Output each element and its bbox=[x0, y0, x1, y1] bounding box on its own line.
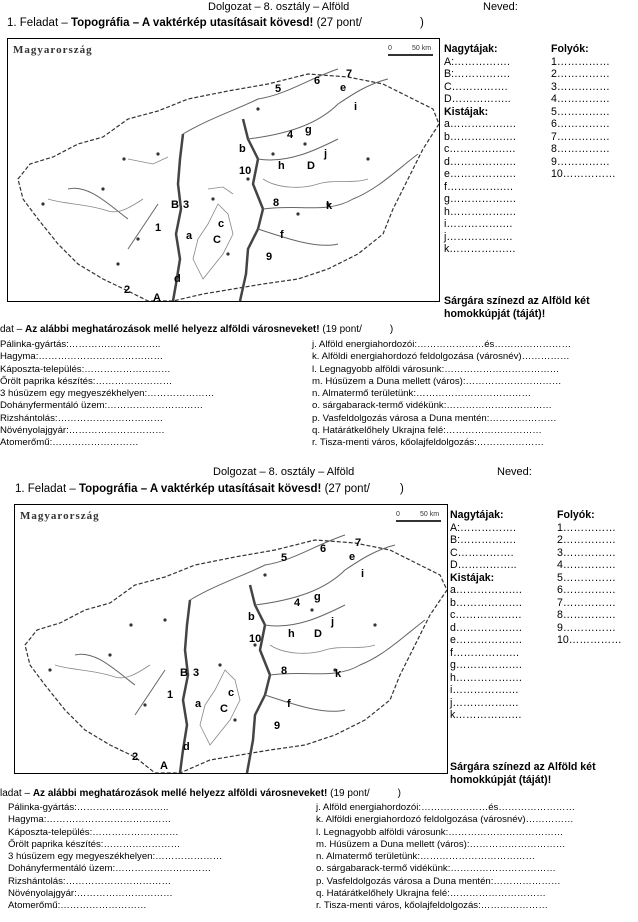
folyo-blank-8[interactable]: 8…………… bbox=[551, 143, 610, 155]
label-h: h bbox=[278, 160, 285, 172]
kistaj-blank-g-2[interactable]: g…………….… bbox=[450, 659, 523, 671]
kistaj-blank-b[interactable]: b…………….… bbox=[444, 130, 517, 143]
label-e-2: e bbox=[349, 551, 356, 563]
nagytaj-blank-C-2[interactable]: C……………. bbox=[450, 546, 514, 559]
def-right-j[interactable]: j. Alföld energiahordozói:…………………és…………………… bbox=[312, 339, 572, 350]
task2-right-column-2 bbox=[316, 802, 575, 913]
label-d-2: d bbox=[183, 741, 190, 753]
def-left-9-2[interactable]: Atomerőmű:……………………… bbox=[8, 900, 147, 912]
def-right-k[interactable]: k. Alföldi energiahordozó feldolgozása (városnév)…………… bbox=[312, 351, 570, 363]
scale-bar-2 bbox=[396, 520, 441, 522]
def-left-3-2[interactable]: Káposzta-település:……………………… bbox=[8, 826, 179, 838]
label-B: B bbox=[171, 199, 179, 211]
task2-left-column bbox=[0, 339, 214, 450]
label-river-6-2: 6 bbox=[320, 543, 327, 555]
yellow-note-line-2: homokkúpját (táját)! bbox=[444, 308, 546, 320]
def-right-p-2[interactable]: p. Vasfeldolgozás városa a Duna mentén:………………… bbox=[316, 875, 561, 887]
def-left-4-2[interactable]: Őrölt paprika készítés:…………………… bbox=[8, 838, 181, 850]
kistaj-blank-k-2[interactable]: k…………….… bbox=[450, 709, 522, 721]
label-b-2: b bbox=[248, 611, 255, 623]
folyo-blank-5[interactable]: 5…………… bbox=[551, 105, 610, 118]
def-left-2[interactable]: Hagyma:………………………………… bbox=[0, 351, 164, 363]
kistaj-blank-e-2[interactable]: e…………….… bbox=[450, 634, 523, 646]
label-river-3-2: 3 bbox=[193, 667, 200, 679]
label-i: i bbox=[354, 101, 358, 113]
def-left-5[interactable]: 3 húsüzem egy megyeszékhelyen:………………… bbox=[0, 388, 215, 400]
header-name-label-2: Neved: bbox=[497, 466, 532, 478]
map-drawing bbox=[8, 39, 439, 301]
label-C: C bbox=[213, 234, 221, 246]
def-right-m-2[interactable]: m. Húsüzem a Duna mellett (város):………………………… bbox=[316, 838, 566, 850]
label-b: b bbox=[239, 143, 246, 155]
kistajak-title: Kistájak: bbox=[444, 105, 489, 118]
def-right-r-2[interactable]: r. Tisza-menti város, kőolajfeldolgozás:………………… bbox=[316, 900, 548, 912]
folyo-blank-9[interactable]: 9…………… bbox=[551, 155, 610, 168]
def-right-l[interactable]: l. Legnagyobb alföldi városunk:……………………………… bbox=[312, 363, 560, 375]
label-k-2: k bbox=[335, 668, 342, 680]
kistaj-blank-h[interactable]: h…………….… bbox=[444, 205, 517, 218]
folyo-blank-7[interactable]: 7…………… bbox=[551, 130, 610, 143]
legend-regions bbox=[444, 43, 516, 256]
def-left-6[interactable]: Dohányfermentáló üzem:………………………… bbox=[0, 400, 204, 412]
kistaj-blank-j-2[interactable]: j…………….… bbox=[450, 696, 519, 709]
scale-zero: 0 bbox=[388, 45, 392, 52]
folyo-blank-6-2[interactable]: 6…………… bbox=[557, 584, 616, 596]
kistaj-blank-h-2[interactable]: h…………….… bbox=[450, 671, 523, 684]
label-river-4-2: 4 bbox=[294, 597, 301, 609]
kistaj-blank-a-2[interactable]: a…………….… bbox=[450, 584, 523, 596]
label-D: D bbox=[307, 160, 315, 172]
kistaj-blank-j[interactable]: j…………….… bbox=[444, 230, 513, 243]
label-D-2: D bbox=[314, 628, 322, 640]
label-j: j bbox=[324, 148, 328, 160]
def-right-o[interactable]: o. sárgabarack-termő vidékünk:…………………………… bbox=[312, 400, 552, 412]
def-right-q-2[interactable]: q. Határátkelőhely Ukrajna felé:………………………… bbox=[316, 888, 546, 900]
kistaj-blank-b-2[interactable]: b…………….… bbox=[450, 596, 523, 609]
yellow-note bbox=[444, 295, 590, 321]
label-river-1: 1 bbox=[155, 222, 162, 234]
folyo-blank-8-2[interactable]: 8…………… bbox=[557, 609, 616, 621]
legend-regions-2 bbox=[450, 509, 522, 722]
nagytajak-title-2: Nagytájak: bbox=[450, 509, 504, 521]
header-name-label: Neved: bbox=[483, 1, 518, 13]
label-C-2: C bbox=[220, 703, 228, 715]
label-h-2: h bbox=[288, 628, 295, 640]
label-A: A bbox=[153, 292, 161, 302]
def-right-n[interactable]: n. Almatermő területünk:……………………………… bbox=[312, 388, 532, 400]
yellow-note-line-1: Sárgára színezd az Alföld két bbox=[444, 295, 590, 307]
folyo-blank-3[interactable]: 3…………… bbox=[551, 80, 610, 93]
legend-rivers-2 bbox=[557, 509, 622, 647]
folyo-blank-4-2[interactable]: 4…………… bbox=[557, 559, 616, 571]
yellow-note-2-line-1: Sárgára színezd az Alföld két bbox=[450, 761, 596, 773]
label-river-10: 10 bbox=[239, 165, 252, 177]
nagytajak-title: Nagytájak: bbox=[444, 43, 498, 55]
label-river-9-2: 9 bbox=[274, 720, 281, 732]
def-left-8-2[interactable]: Növényolajgyár:………………………… bbox=[8, 888, 173, 900]
folyo-blank-1[interactable]: 1…………… bbox=[551, 55, 610, 68]
label-d: d bbox=[174, 273, 181, 285]
label-river-2-2: 2 bbox=[132, 751, 139, 763]
def-left-6-2[interactable]: Dohányfermentáló üzem:………………………… bbox=[8, 863, 212, 875]
label-f-2: f bbox=[287, 698, 291, 710]
kistaj-blank-e[interactable]: e…………….… bbox=[444, 168, 517, 180]
label-i-2: i bbox=[361, 568, 365, 580]
label-B-2: B bbox=[180, 667, 188, 679]
nagytaj-blank-B-2[interactable]: B:……………. bbox=[450, 534, 516, 546]
label-c: c bbox=[218, 218, 225, 230]
kistaj-blank-c[interactable]: c…………….… bbox=[444, 143, 516, 155]
folyo-blank-9-2[interactable]: 9…………… bbox=[557, 621, 616, 634]
folyo-blank-10-2[interactable]: 10…………… bbox=[557, 634, 622, 646]
kistaj-blank-a[interactable]: a…………….… bbox=[444, 118, 517, 130]
nagytaj-blank-D-2[interactable]: D…………….. bbox=[450, 559, 517, 571]
worksheet-copy-2 bbox=[0, 461, 638, 922]
label-river-6: 6 bbox=[314, 75, 321, 87]
label-e: e bbox=[340, 82, 347, 94]
nagytaj-blank-A-2[interactable]: A:……………. bbox=[450, 521, 516, 534]
def-left-7[interactable]: Rizshántolás:…………………………… bbox=[0, 412, 164, 424]
kistaj-blank-d-2[interactable]: d…………….… bbox=[450, 621, 523, 634]
task2-right-column bbox=[312, 339, 571, 450]
folyo-blank-3-2[interactable]: 3…………… bbox=[557, 546, 616, 559]
task2-heading: dat – Az alábbi meghatározások mellé helyezz alföldi városneveket! (19 pont/ ) bbox=[0, 324, 394, 335]
def-left-7-2[interactable]: Rizshántolás:…………………………… bbox=[8, 875, 172, 887]
def-left-5-2[interactable]: 3 húsüzem egy megyeszékhelyen:………………… bbox=[8, 851, 223, 863]
label-g: g bbox=[305, 124, 312, 136]
def-right-q[interactable]: q. Határátkelőhely Ukrajna felé:………………………… bbox=[312, 425, 542, 437]
nagytaj-blank-C[interactable]: C……………. bbox=[444, 80, 508, 93]
task2-heading-2: ladat – Az alábbi meghatározások mellé helyezz alföldi városneveket! (19 pont/ ) bbox=[0, 788, 401, 799]
folyo-blank-7-2[interactable]: 7…………… bbox=[557, 596, 616, 609]
folyo-blank-6[interactable]: 6…………… bbox=[551, 118, 610, 130]
map-title: Magyarország bbox=[13, 44, 93, 56]
def-right-n-2[interactable]: n. Almatermő területünk:……………………………… bbox=[316, 851, 536, 863]
def-left-1[interactable]: Pálinka-gyártás:……………………….. bbox=[0, 339, 161, 350]
folyo-blank-2-2[interactable]: 2…………… bbox=[557, 534, 616, 546]
def-left-1-2[interactable]: Pálinka-gyártás:……………………….. bbox=[8, 802, 169, 813]
nagytaj-blank-D[interactable]: D…………….. bbox=[444, 93, 511, 105]
kistaj-blank-f-2[interactable]: f…………….… bbox=[450, 646, 520, 659]
kistajak-title-2: Kistájak: bbox=[450, 571, 495, 584]
label-river-7-2: 7 bbox=[355, 537, 362, 549]
nagytaj-blank-B[interactable]: B:……………. bbox=[444, 68, 510, 80]
task2-left-column-2 bbox=[8, 802, 222, 913]
def-left-9[interactable]: Atomerőmű:……………………… bbox=[0, 437, 139, 449]
task1-heading-2: 1. Feladat – Topográfia – A vaktérkép utasításait kövesd! (27 pont/ ) bbox=[15, 483, 404, 495]
header-title: Dolgozat – 8. osztály – Alföld bbox=[208, 1, 350, 13]
def-right-m[interactable]: m. Húsüzem a Duna mellett (város):………………………… bbox=[312, 375, 562, 387]
blind-map bbox=[7, 38, 440, 302]
label-river-7: 7 bbox=[346, 68, 353, 80]
label-river-10-2: 10 bbox=[249, 633, 262, 645]
label-k: k bbox=[326, 200, 333, 212]
kistaj-blank-c-2[interactable]: c…………….… bbox=[450, 609, 522, 621]
kistaj-blank-d[interactable]: d…………….… bbox=[444, 155, 517, 168]
label-g-2: g bbox=[314, 591, 321, 603]
def-right-j-2[interactable]: j. Alföld energiahordozói:…………………és…………………… bbox=[316, 802, 576, 813]
def-left-3[interactable]: Káposzta-település:……………………… bbox=[0, 363, 171, 375]
def-right-l-2[interactable]: l. Legnagyobb alföldi városunk:……………………………… bbox=[316, 826, 564, 838]
task1-heading: 1. Feladat – Topográfia – A vaktérkép utasításait kövesd! (27 pont/ ) bbox=[7, 17, 424, 29]
kistaj-blank-f[interactable]: f…………….… bbox=[444, 180, 514, 193]
label-river-1-2: 1 bbox=[167, 689, 174, 701]
folyok-title-2: Folyók: bbox=[557, 509, 595, 521]
folyo-blank-4[interactable]: 4…………… bbox=[551, 93, 610, 105]
def-right-o-2[interactable]: o. sárgabarack-termő vidékünk:…………………………… bbox=[316, 863, 556, 875]
label-river-9: 9 bbox=[266, 251, 273, 263]
def-left-2-2[interactable]: Hagyma:………………………………… bbox=[8, 814, 172, 826]
kistaj-blank-i-2[interactable]: i…………….… bbox=[450, 684, 519, 696]
label-A-2: A bbox=[160, 760, 168, 772]
label-river-5: 5 bbox=[275, 83, 282, 95]
label-river-2: 2 bbox=[124, 284, 131, 296]
map-title-2: Magyarország bbox=[20, 510, 100, 522]
label-river-8-2: 8 bbox=[281, 665, 288, 677]
label-river-8: 8 bbox=[273, 197, 280, 209]
def-left-8[interactable]: Növényolajgyár:………………………… bbox=[0, 425, 165, 437]
kistaj-blank-g[interactable]: g…………….… bbox=[444, 193, 517, 205]
label-f: f bbox=[280, 229, 284, 241]
def-right-p[interactable]: p. Vasfeldolgozás városa a Duna mentén:………………… bbox=[312, 412, 557, 424]
label-river-5-2: 5 bbox=[281, 552, 288, 564]
label-a: a bbox=[186, 230, 193, 242]
kistaj-blank-k[interactable]: k…………….… bbox=[444, 243, 516, 255]
legend-rivers bbox=[551, 43, 616, 181]
folyok-title: Folyók: bbox=[551, 43, 589, 55]
header-title-2: Dolgozat – 8. osztály – Alföld bbox=[213, 466, 355, 478]
scale-label-2: 50 km bbox=[420, 511, 440, 518]
scale-zero-2: 0 bbox=[396, 511, 400, 518]
label-a-2: a bbox=[195, 698, 202, 710]
blind-map-2 bbox=[14, 504, 448, 774]
yellow-note-2 bbox=[450, 761, 596, 787]
def-right-r[interactable]: r. Tisza-menti város, kőolajfeldolgozás:………………… bbox=[312, 437, 544, 449]
folyo-blank-2[interactable]: 2…………… bbox=[551, 68, 610, 80]
yellow-note-2-line-2: homokkúpját (táját)! bbox=[450, 774, 552, 786]
nagytaj-blank-A[interactable]: A:……………. bbox=[444, 55, 510, 68]
label-j-2: j bbox=[331, 616, 335, 628]
def-left-4[interactable]: Őrölt paprika készítés:…………………… bbox=[0, 375, 173, 387]
folyo-blank-1-2[interactable]: 1…………… bbox=[557, 521, 616, 534]
label-river-3: 3 bbox=[183, 199, 190, 211]
scale-bar bbox=[388, 54, 433, 56]
def-right-k-2[interactable]: k. Alföldi energiahordozó feldolgozása (városnév)…………… bbox=[316, 814, 574, 826]
label-river-4: 4 bbox=[287, 129, 294, 141]
label-c-2: c bbox=[228, 687, 235, 699]
kistaj-blank-i[interactable]: i…………….… bbox=[444, 218, 513, 230]
folyo-blank-10[interactable]: 10…………… bbox=[551, 168, 616, 180]
folyo-blank-5-2[interactable]: 5…………… bbox=[557, 571, 616, 584]
scale-label: 50 km bbox=[412, 45, 432, 52]
map-drawing-2 bbox=[15, 505, 447, 773]
